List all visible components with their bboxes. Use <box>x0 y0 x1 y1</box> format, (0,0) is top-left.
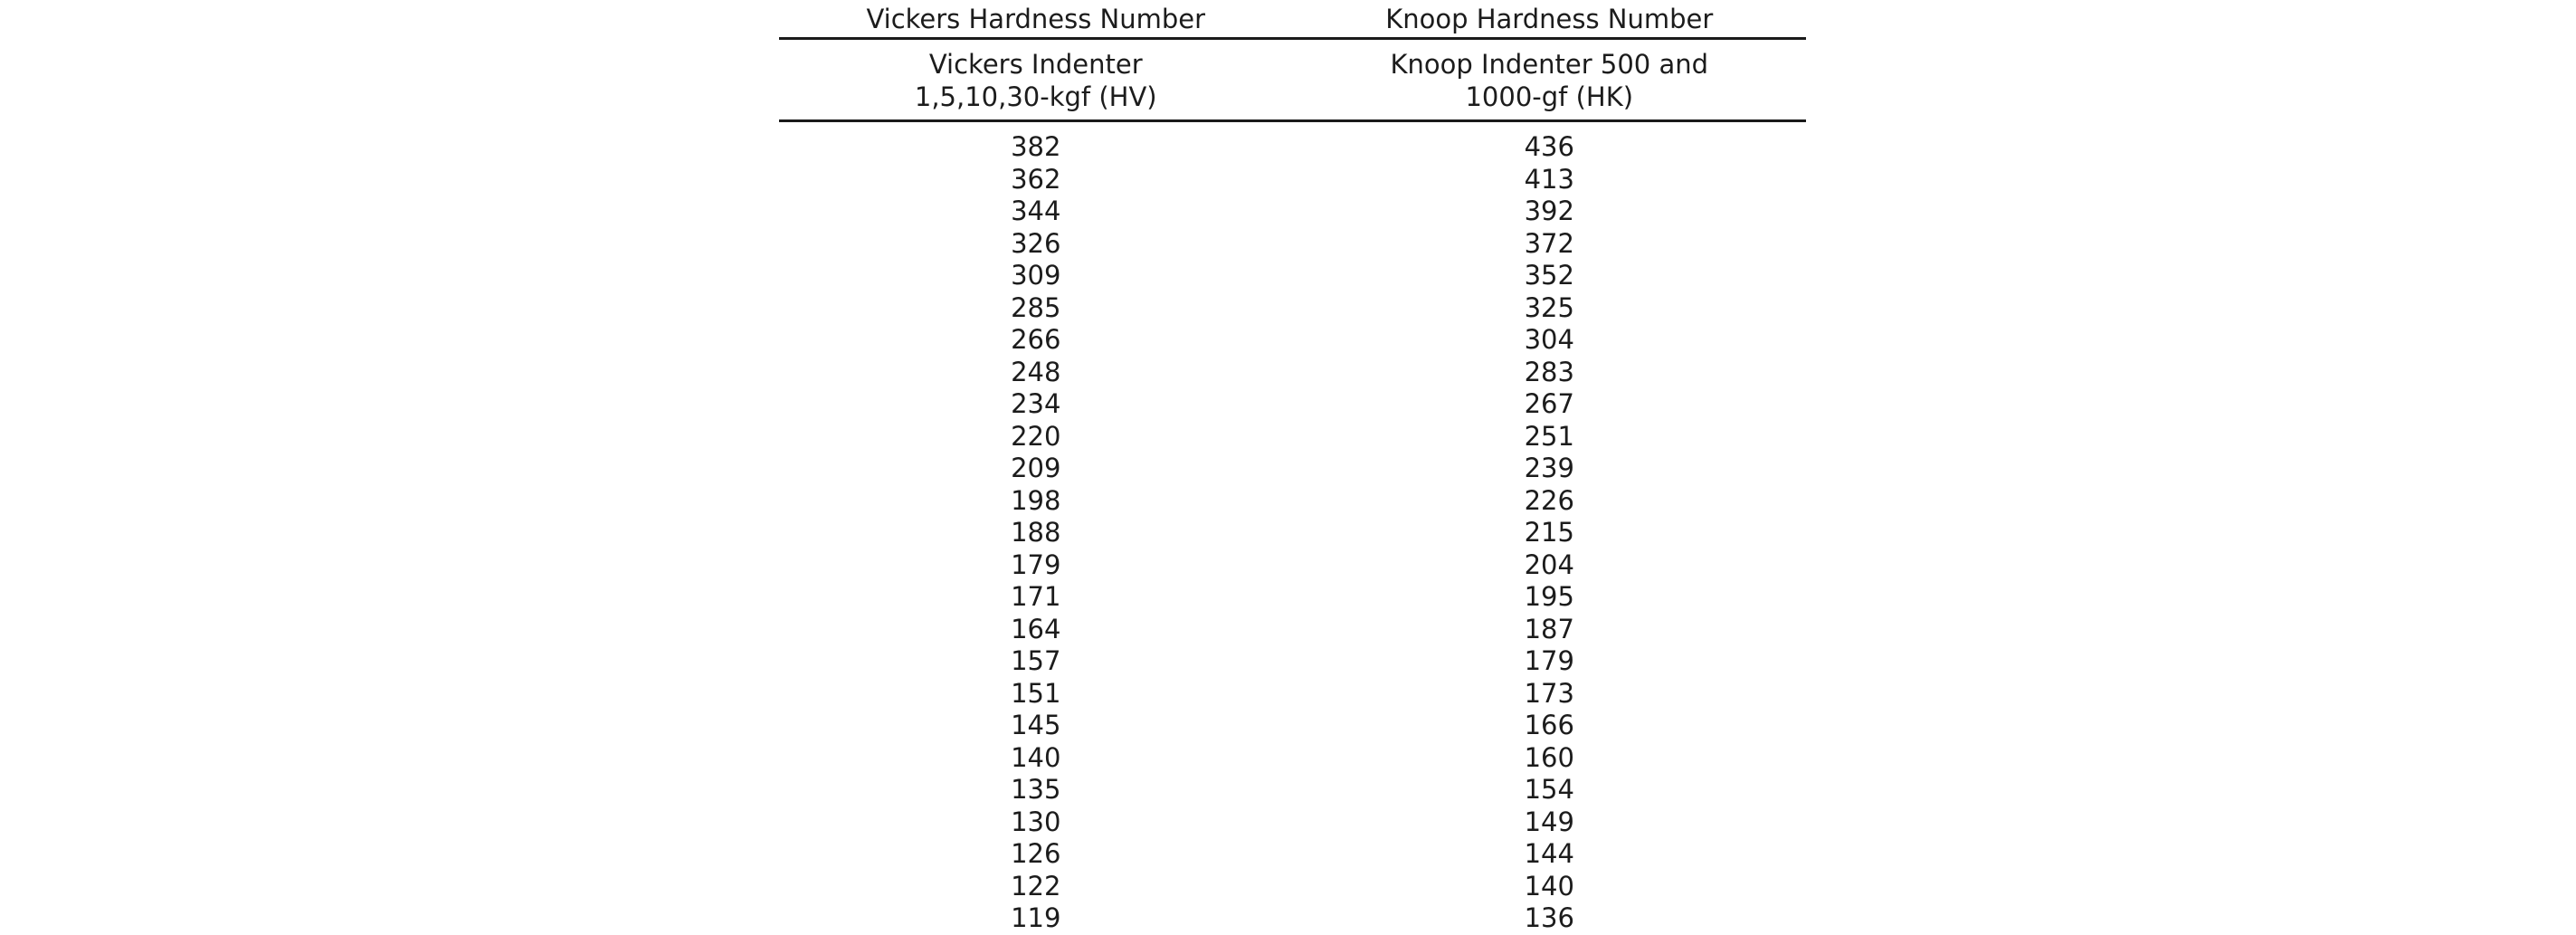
vickers-value-cell: 119 <box>1011 902 1061 933</box>
knoop-value-cell: 392 <box>1524 196 1574 226</box>
vickers-value-cell: 126 <box>1011 838 1061 869</box>
knoop-value-cell: 436 <box>1524 131 1574 162</box>
table-row <box>779 871 1806 903</box>
knoop-value-cell: 173 <box>1524 677 1574 709</box>
vickers-value-cell: 382 <box>1011 131 1061 162</box>
knoop-value-cell: 226 <box>1524 484 1574 516</box>
vickers-value-cell: 234 <box>1011 388 1061 419</box>
table-body <box>779 122 1806 935</box>
knoop-value-cell: 204 <box>1524 549 1574 580</box>
knoop-value-cell: 187 <box>1524 613 1574 644</box>
knoop-value-cell: 136 <box>1524 902 1574 933</box>
table-row <box>779 453 1806 485</box>
table-row <box>779 196 1806 228</box>
vickers-value-cell: 145 <box>1011 710 1061 740</box>
knoop-value-cell: 149 <box>1524 806 1574 837</box>
vickers-value-cell: 209 <box>1011 453 1061 483</box>
vickers-sub-header-line2: 1,5,10,30-kgf (HV) <box>914 81 1157 112</box>
table-row <box>779 838 1806 871</box>
knoop-value-cell: 352 <box>1524 260 1574 291</box>
table-row <box>779 517 1806 549</box>
vickers-value-cell: 309 <box>1011 260 1061 291</box>
knoop-value-cell: 215 <box>1524 517 1574 548</box>
knoop-value-cell: 144 <box>1524 838 1574 869</box>
vickers-value-cell: 140 <box>1011 741 1061 773</box>
table-row <box>779 678 1806 711</box>
knoop-value-cell: 325 <box>1524 291 1574 323</box>
vickers-value-cell: 285 <box>1011 291 1061 323</box>
vickers-value-cell: 130 <box>1011 806 1061 837</box>
table-row <box>779 645 1806 678</box>
vickers-value-cell: 151 <box>1011 677 1061 709</box>
knoop-sub-header-line2: 1000-gf (HK) <box>1465 81 1634 112</box>
vickers-group-header: Vickers Hardness Number <box>866 3 1206 34</box>
knoop-value-cell: 267 <box>1524 388 1574 419</box>
table-row <box>779 485 1806 518</box>
knoop-value-cell: 239 <box>1524 453 1574 483</box>
knoop-sub-header-line1: Knoop Indenter 500 and <box>1390 49 1709 80</box>
vickers-value-cell: 179 <box>1011 549 1061 580</box>
table-row <box>779 774 1806 806</box>
vickers-value-cell: 157 <box>1011 645 1061 676</box>
vickers-value-cell: 198 <box>1011 484 1061 516</box>
table-row <box>779 421 1806 453</box>
table-row <box>779 806 1806 839</box>
vickers-value-cell: 135 <box>1011 774 1061 805</box>
table-row <box>779 260 1806 292</box>
table-row <box>779 228 1806 261</box>
table-row <box>779 164 1806 196</box>
knoop-value-cell: 140 <box>1524 870 1574 902</box>
knoop-group-header: Knoop Hardness Number <box>1385 3 1714 34</box>
table-row <box>779 549 1806 582</box>
hardness-conversion-table <box>779 0 1806 935</box>
table-row <box>779 710 1806 742</box>
vickers-value-cell: 248 <box>1011 356 1061 387</box>
vickers-value-cell: 326 <box>1011 227 1061 259</box>
vickers-sub-header-line1: Vickers Indenter <box>928 49 1143 80</box>
table-sub-header-row <box>779 40 1806 122</box>
knoop-value-cell: 283 <box>1524 356 1574 387</box>
knoop-sub-header <box>1293 48 1807 113</box>
table-row <box>779 324 1806 357</box>
knoop-value-cell: 413 <box>1524 163 1574 195</box>
table-row <box>779 292 1806 325</box>
knoop-value-cell: 251 <box>1524 420 1574 452</box>
vickers-value-cell: 164 <box>1011 613 1061 644</box>
table-row <box>779 388 1806 421</box>
vickers-value-cell: 362 <box>1011 163 1061 195</box>
vickers-value-cell: 122 <box>1011 870 1061 902</box>
vickers-value-cell: 220 <box>1011 420 1061 452</box>
table-row <box>779 357 1806 389</box>
table-row <box>779 581 1806 614</box>
knoop-value-cell: 160 <box>1524 741 1574 773</box>
vickers-sub-header <box>779 48 1293 113</box>
knoop-value-cell: 195 <box>1524 581 1574 612</box>
vickers-value-cell: 188 <box>1011 517 1061 548</box>
knoop-value-cell: 179 <box>1524 645 1574 676</box>
vickers-value-cell: 344 <box>1011 196 1061 226</box>
knoop-value-cell: 154 <box>1524 774 1574 805</box>
table-row <box>779 131 1806 164</box>
table-row <box>779 902 1806 935</box>
knoop-value-cell: 304 <box>1524 324 1574 355</box>
knoop-value-cell: 166 <box>1524 710 1574 740</box>
table-row <box>779 614 1806 646</box>
vickers-value-cell: 171 <box>1011 581 1061 612</box>
table-row <box>779 742 1806 775</box>
vickers-value-cell: 266 <box>1011 324 1061 355</box>
table-group-header-row <box>779 0 1806 40</box>
knoop-value-cell: 372 <box>1524 227 1574 259</box>
